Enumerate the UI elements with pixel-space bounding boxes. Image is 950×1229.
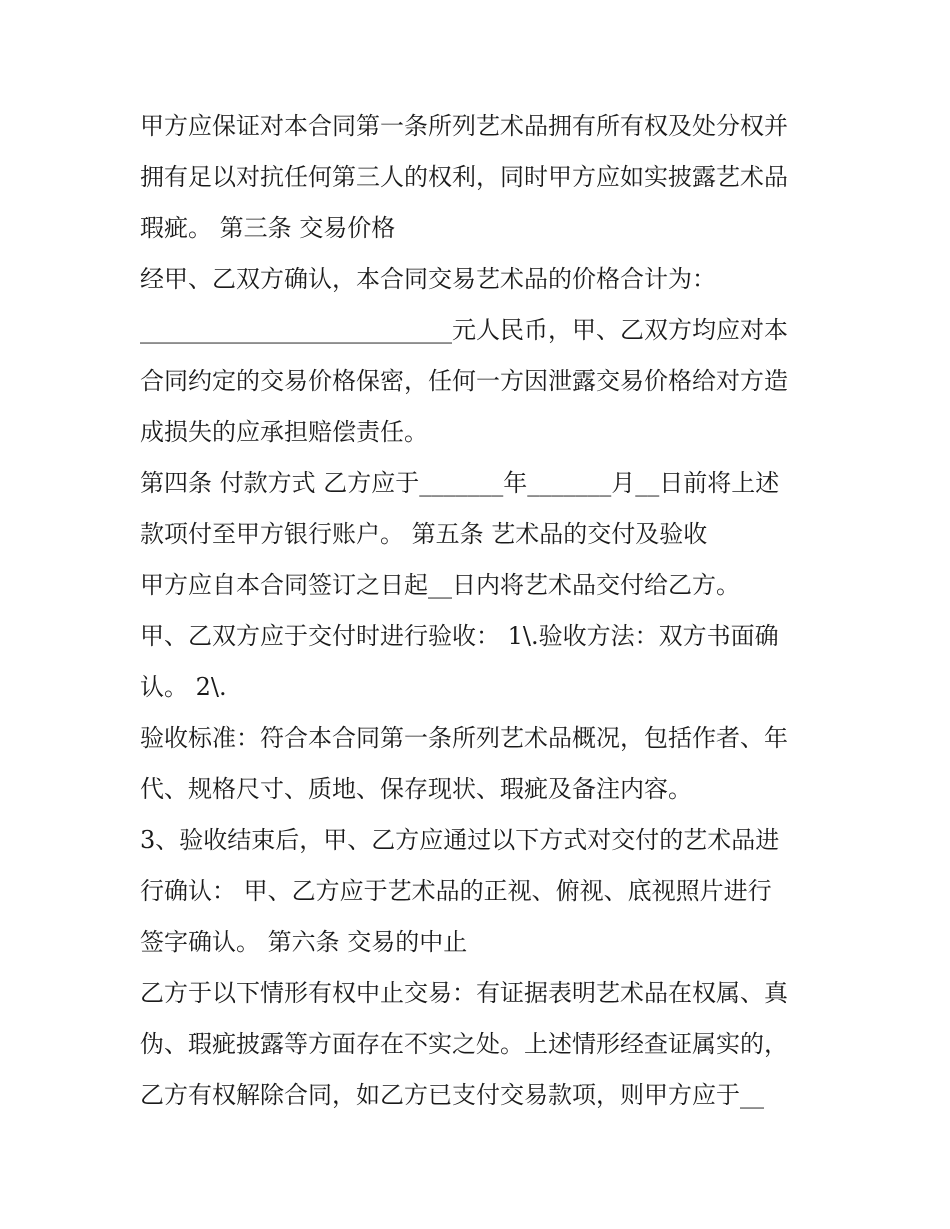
text-line: 款项付至甲方银行账户。 第五条 艺术品的交付及验收: [140, 520, 708, 548]
text-line: 合同约定的交易价格保密，任何一方因泄露交易价格给对方造: [140, 367, 788, 395]
text-line: 代、规格尺寸、质地、保存现状、瑕疵及备注内容。: [140, 775, 692, 803]
text-line: 签字确认。 第六条 交易的中止: [140, 928, 468, 956]
text-line: 经甲、乙双方确认，本合同交易艺术品的价格合计为：: [140, 265, 716, 293]
contract-body-text: [140, 101, 820, 1121]
text-line: 瑕疵。 第三条 交易价格: [140, 214, 396, 242]
text-line: 拥有足以对抗任何第三人的权利，同时甲方应如实披露艺术品: [140, 163, 788, 191]
text-line: 伪、瑕疵披露等方面存在不实之处。上述情形经查证属实的，: [140, 1030, 788, 1058]
text-line: 3、验收结束后，甲、乙方应通过以下方式对交付的艺术品进: [140, 826, 780, 854]
text-line: 行确认： 甲、乙方应于艺术品的正视、俯视、底视照片进行: [140, 877, 772, 905]
text-line: 甲方应自本合同签订之日起__日内将艺术品交付给乙方。: [140, 571, 740, 599]
text-line: __________________________元人民币，甲、乙双方均应对本: [140, 316, 788, 344]
text-line: 甲、乙双方应于交付时进行验收： 1\.验收方法：双方书面确: [140, 622, 779, 650]
text-line: 验收标准：符合本合同第一条所列艺术品概况，包括作者、年: [140, 724, 788, 752]
text-line: 认。 2\.: [140, 673, 227, 701]
text-line: 乙方有权解除合同，如乙方已支付交易款项，则甲方应于__: [140, 1081, 764, 1109]
text-line: 乙方于以下情形有权中止交易：有证据表明艺术品在权属、真: [140, 979, 788, 1007]
text-line: 第四条 付款方式 乙方应于_______年_______月__日前将上述: [140, 469, 780, 497]
text-line: 成损失的应承担赔偿责任。: [140, 418, 428, 446]
text-line: 甲方应保证对本合同第一条所列艺术品拥有所有权及处分权并: [140, 112, 788, 140]
